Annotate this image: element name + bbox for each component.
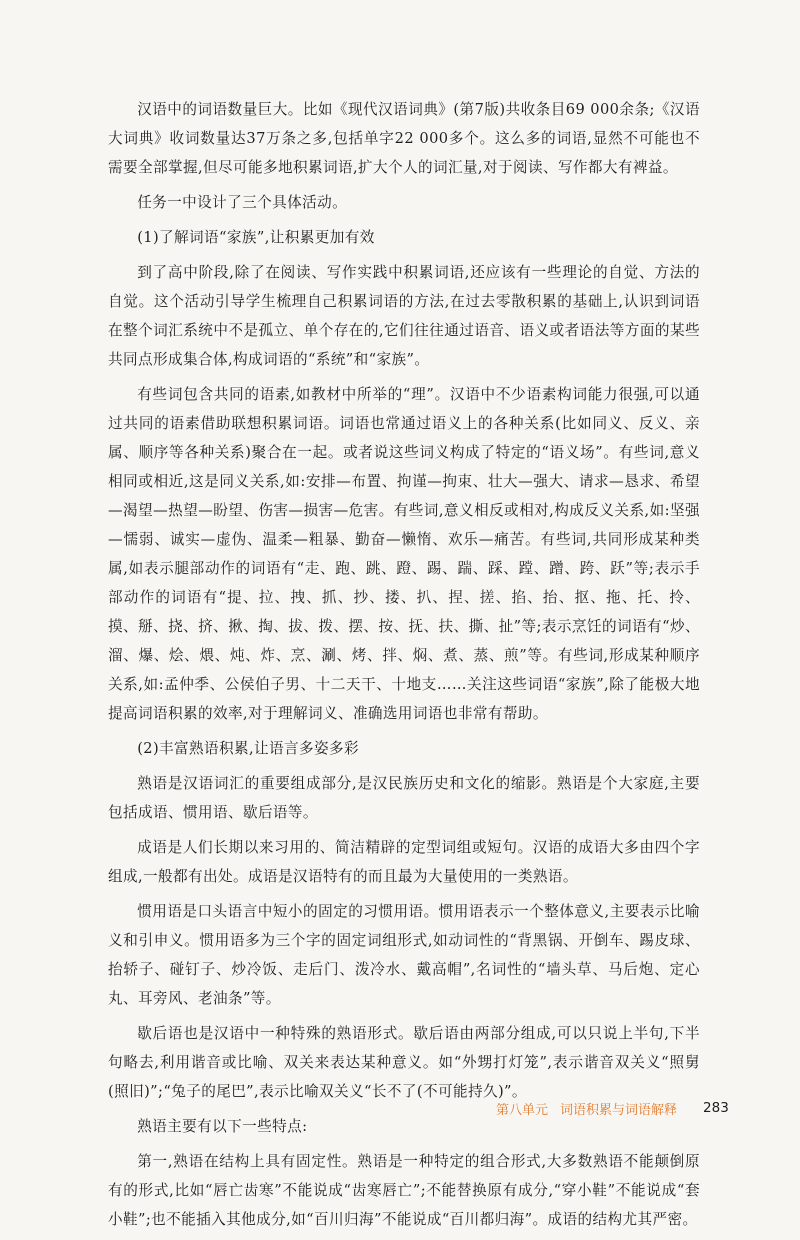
paragraph-morpheme: 有些词包含共同的语素,如教材中所举的“理”。汉语中不少语素构词能力很强,可以通过共同的语素借助联想积累词语。词语也常通过语义上的各种关系(比如同义、反义、亲属、顺序等各种关系)聚合在一起。或者说这些词义构成了特定的“语义场”。有些词,意义相同或相近,这是同义关系,如:安排—布置、拘谨—拘束、壮大—强大、请求—恳求、希望—渴望—热望—盼望、伤害—损害—危害。有些词,意义相反或相对,构成反义关系,如:坚强—懦弱、诚实—虚伪、温柔—粗暴、勤奋—懒惰、欢乐—痛苦。有些词,共同形成某种类属,如表示腿部动作的词语有“走、跑、跳、蹬、踢、踹、踩、蹚、蹭、跨、跃”等;表示手部动作的词语有“提、拉、拽、抓、抄、搂、扒、捏、搓、掐、抬、抠、拖、托、拎、摸、掰、挠、挤、揪、掏、拔、拨、摆、按、抚、扶、撕、扯”等;表示烹饪的词语有“炒、溜、爆、烩、煨、炖、炸、烹、涮、烤、拌、焖、煮、蒸、煎”等。有些词,形成某种顺序关系,如:孟仲季、公侯伯子男、十二天干、十地支……关注这些词语“家族”,除了能极大地提高词语积累的效率,对于理解词义、准确选用词语也非常有帮助。 — [108, 386, 700, 722]
paragraph-chengyu: 成语是人们长期以来习用的、简洁精辟的定型词组或短句。汉语的成语大多由四个字组成,一般都有出处。成语是汉语特有的而且最为大量使用的一类熟语。 — [108, 839, 700, 885]
body-text — [108, 95, 700, 1240]
footer-title: 词语积累与词语解释 — [560, 1102, 678, 1118]
paragraph-high-school: 到了高中阶段,除了在阅读、写作实践中积累词语,还应该有一些理论的自觉、方法的自觉。这个活动引导学生梳理自己积累词语的方法,在过去零散积累的基础上,认识到词语在整个词汇系统中不是孤立、单个存在的,它们往往通过语音、语义或者语法等方面的某些共同点形成集合体,构成词语的“系统”和“家族”。 — [108, 264, 700, 368]
paragraph-xiehouyu: 歇后语也是汉语中一种特殊的熟语形式。歇后语由两部分组成,可以只说上半句,下半句略去,利用谐音或比喻、双关来表达某种意义。如“外甥打灯笼”,表示谐音双关义“照舅(照旧)”;“兔子的尾巴”,表示比喻双关义“长不了(不可能持久)”。 — [108, 1025, 700, 1100]
paragraph-feature-1: 第一,熟语在结构上具有固定性。熟语是一种特定的组合形式,大多数熟语不能颠倒原有的形式,比如“唇亡齿寒”不能说成“齿寒唇亡”;不能替换原有成分,“穿小鞋”不能说成“套小鞋”;也不能插入其他成分,如“百川归海”不能说成“百川都归海”。成语的结构尤其严密。 — [108, 1153, 700, 1228]
paragraph-idiom-intro: 熟语是汉语词汇的重要组成部分,是汉民族历史和文化的缩影。熟语是个大家庭,主要包括成语、惯用语、歇后语等。 — [108, 775, 700, 821]
section-heading-1: (1)了解词语“家族”,让积累更加有效 — [137, 229, 375, 246]
paragraph-task-overview: 任务一中设计了三个具体活动。 — [137, 194, 348, 211]
paragraph-guanyongyu: 惯用语是口头语言中短小的固定的习惯用语。惯用语表示一个整体意义,主要表示比喻义和引申义。惯用语多为三个字的固定词组形式,如动词性的“背黑锅、开倒车、踢皮球、抬轿子、碰钉子、炒冷饭、走后门、泼冷水、戴高帽”,名词性的“墙头草、马后炮、定心丸、耳旁风、老油条”等。 — [108, 903, 700, 1007]
paragraph-intro: 汉语中的词语数量巨大。比如《现代汉语词典》(第7版)共收条目69 000余条;《汉语大词典》收词数量达37万条之多,包括单字22 000多个。这么多的词语,显然不可能也不需要全部掌握,但尽可能多地积累词语,扩大个人的词汇量,对于阅读、写作都大有裨益。 — [108, 101, 700, 176]
section-heading-2: (2)丰富熟语积累,让语言多姿多彩 — [137, 740, 360, 757]
page-number: 283 — [703, 1100, 729, 1116]
paragraph-features-intro: 熟语主要有以下一些特点: — [137, 1118, 308, 1135]
page-footer — [480, 1097, 729, 1119]
footer-unit: 第八单元 — [496, 1102, 549, 1118]
